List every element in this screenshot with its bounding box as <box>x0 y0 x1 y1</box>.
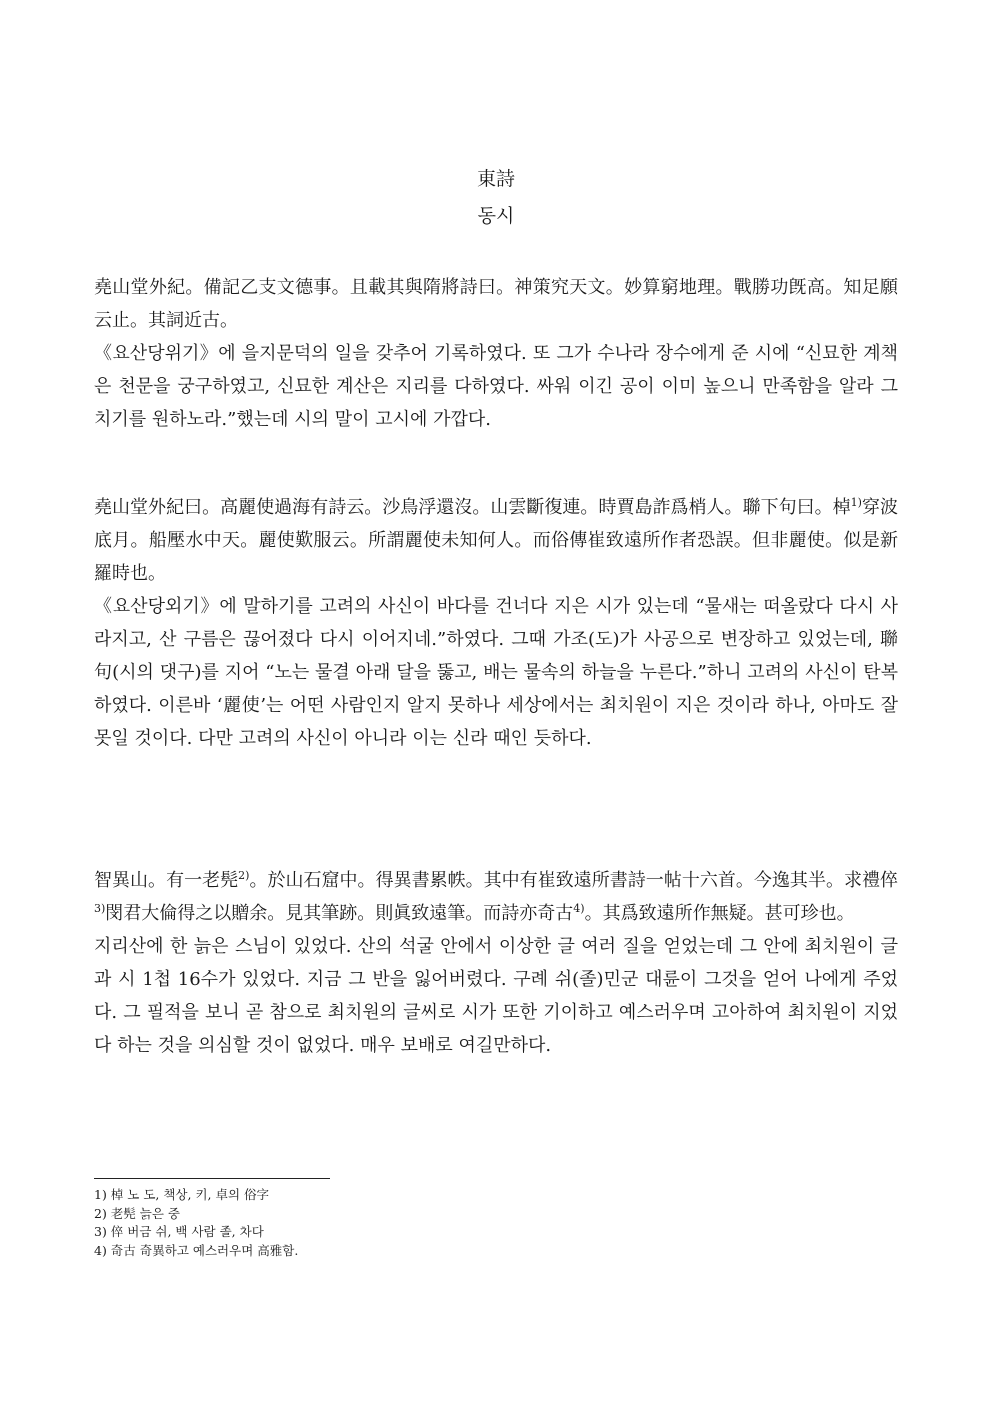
original-text-part: 堯山堂外紀曰。高麗使過海有詩云。沙鳥浮還沒。山雲斷復連。時賈島詐爲梢人。聯下句曰。棹 <box>94 497 851 518</box>
footnote-4: 4) 奇古 奇異하고 예스러우며 高雅함. <box>94 1242 299 1258</box>
footnote-ref-4[interactable]: 4) <box>573 902 585 915</box>
title-hangul: 동시 <box>477 205 515 227</box>
footnote-divider <box>94 1178 330 1179</box>
footnote-1: 1) 棹 노 도, 책상, 키, 卓의 俗字 <box>94 1187 270 1202</box>
section-3 <box>94 864 898 1062</box>
footnotes <box>94 1186 694 1260</box>
original-text-part: 穿波底月。船壓水中天。麗使歎服云。所謂麗使未知何人。而俗傳崔致遠所作者恐誤。但非麗使。似是新羅時也。 <box>94 497 899 584</box>
translation-text: 《요산당외기》에 말하기를 고려의 사신이 바다를 건너다 지은 시가 있는데 “물새는 떠올랐다 다시 사라지고, 산 구름은 끊어졌다 다시 이어지네.”하였다. 그때 가조(도)가 사공으로 변장하고 있었는데, 聯句(시의 댓구)를 지어 “노는 물결 아래 달을 뚫고, 배는 물속의 하늘을 누른다.”하니 고려의 사신이 탄복하였다. 이른바 ‘麗使’는 어떤 사람인지 알지 못하나 세상에서는 최치원이 지은 것이라 하나, 아마도 잘못일 것이다. 다만 고려의 사신이 아니라 이는 신라 때인 듯하다. <box>94 596 898 749</box>
original-text-part: 智異山。有一老髡 <box>94 870 239 891</box>
section-1 <box>94 271 898 436</box>
section-2 <box>94 491 898 755</box>
footnote-ref-1[interactable]: 1) <box>850 496 862 509</box>
translation-text: 지리산에 한 늙은 스님이 있었다. 산의 석굴 안에서 이상한 글 여러 질을 얻었는데 그 안에 최치원이 글과 시 1첩 16수가 있었다. 지금 그 반을 잃어버렸다. 구례 쉬(졸)민군 대륜이 그것을 얻어 나에게 주었다. 그 필적을 보니 곧 참으로 최치원의 글씨로 시가 또한 기이하고 예스러우며 고아하여 최치원이 지었다 하는 것을 의심할 것이 없었다. 매우 보배로 여길만하다. <box>94 936 898 1056</box>
original-text <box>94 491 898 590</box>
footnote-ref-2[interactable]: 2) <box>238 869 250 882</box>
original-text-part: 閔君大倫得之以贈余。見其筆跡。則眞致遠筆。而詩亦奇古 <box>105 903 574 924</box>
footnote-2: 2) 老髡 늙은 중 <box>94 1205 180 1221</box>
original-text-part: 。其爲致遠所作無疑。甚可珍也。 <box>584 903 855 924</box>
original-text-part: 。於山石窟中。得異書累帙。其中有崔致遠所書詩一帖十六首。今逸其半。求禮倅 <box>249 870 899 891</box>
footnote-ref-3[interactable]: 3) <box>94 902 106 915</box>
original-text: 堯山堂外紀。備記乙支文德事。且載其與隋將詩曰。神策究天文。妙算窮地理。戰勝功旣高。知足願云止。其詞近古。 <box>94 277 898 331</box>
translation-text: 《요산당위기》에 을지문덕의 일을 갖추어 기록하였다. 또 그가 수나라 장수에게 준 시에 “신묘한 계책은 천문을 궁구하였고, 신묘한 계산은 지리를 다하였다. 싸워 이긴 공이 이미 높으니 만족함을 알라 그치기를 원하노라.”했는데 시의 말이 고시에 가깝다. <box>94 343 898 430</box>
original-text <box>94 864 898 930</box>
footnote-3: 3) 倅 버금 쉬, 백 사람 졸, 차다 <box>94 1224 264 1239</box>
title-hanja: 東詩 <box>476 168 515 190</box>
